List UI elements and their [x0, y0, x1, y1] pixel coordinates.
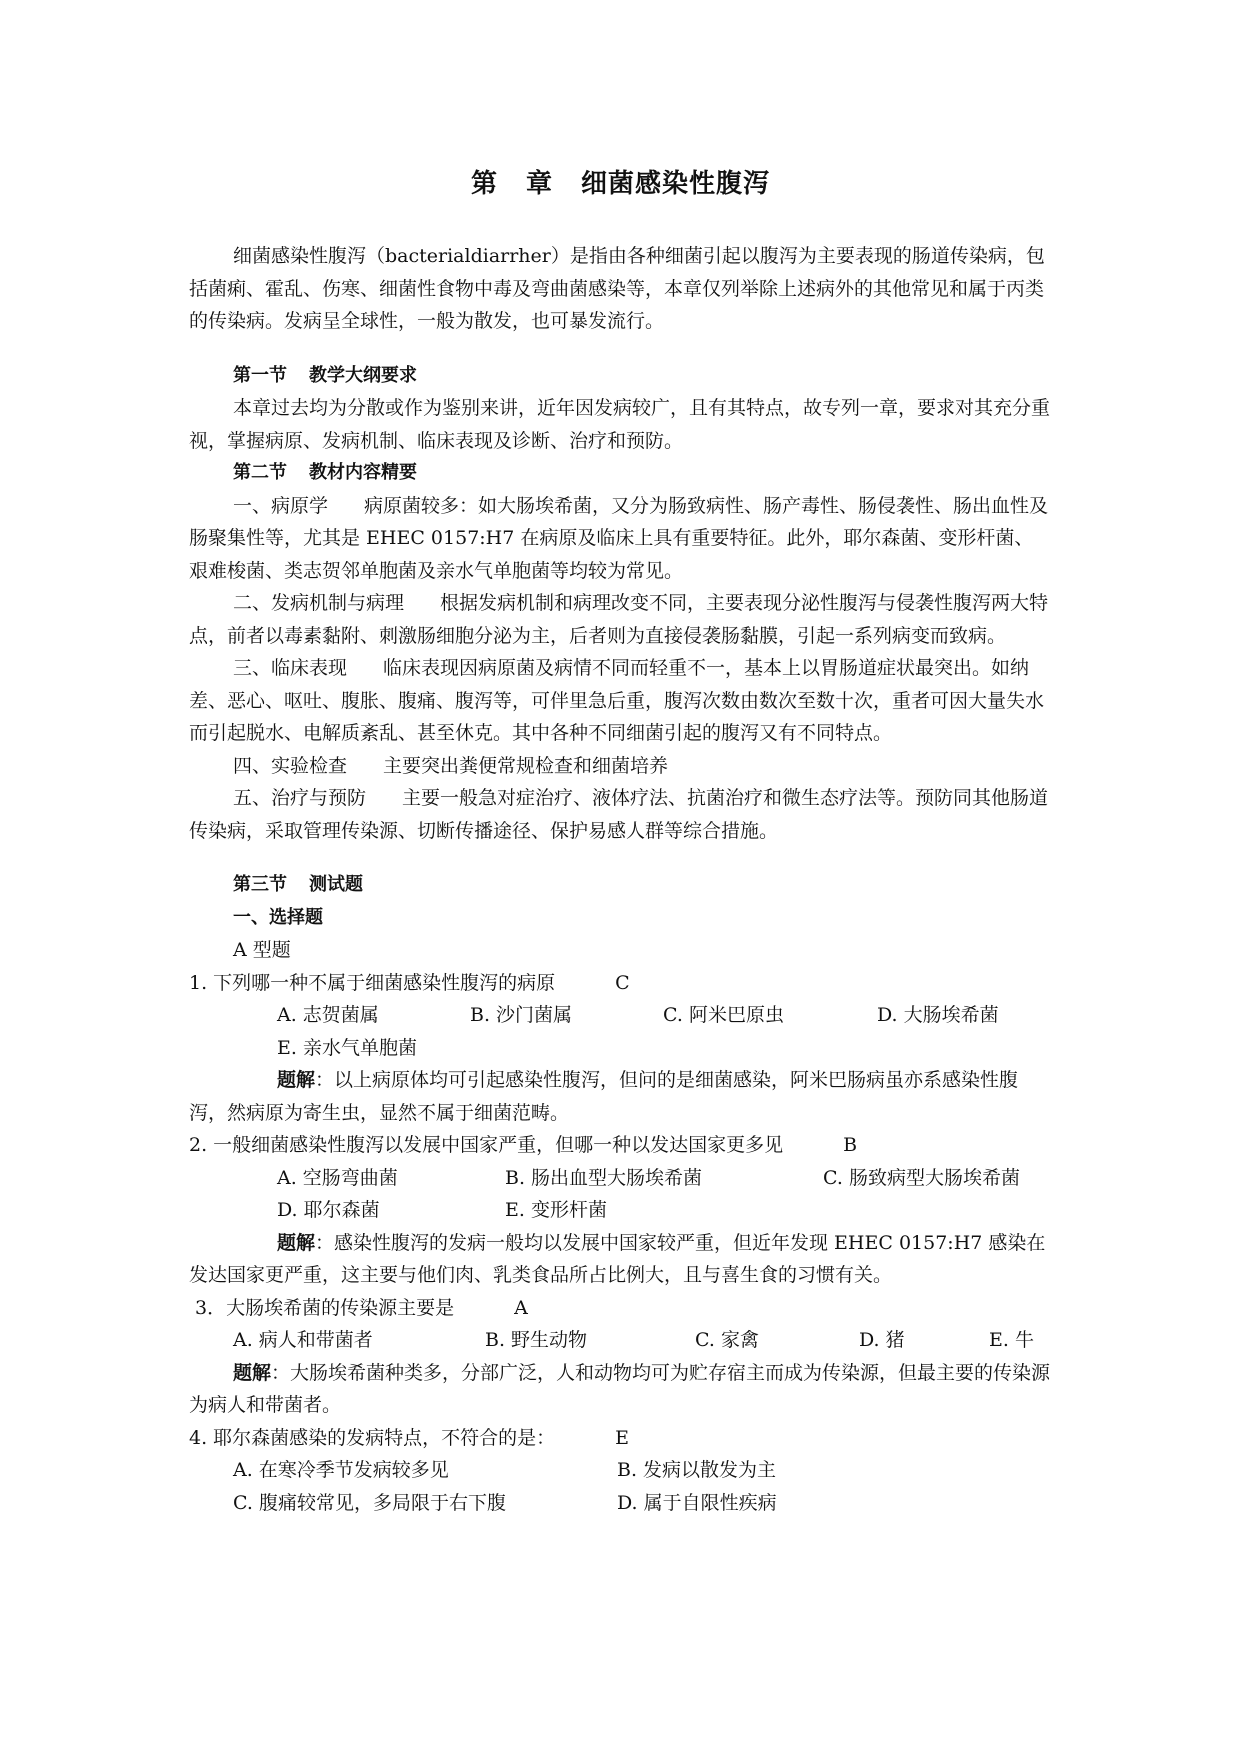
section2-item: 四、实验检查 主要突出粪便常规检查和细菌培养: [233, 754, 669, 777]
section3-heading: 第三节 测试题: [233, 874, 363, 895]
title-part1: 第: [470, 169, 498, 199]
section1-heading: 第一节 教学大纲要求: [233, 364, 417, 386]
section3-subheading: 一、选择题: [233, 906, 323, 928]
question-stem: 3．大肠埃希菌的传染源主要是 A: [189, 1292, 1051, 1325]
question-stem: 1. 下列哪一种不属于细菌感染性腹泻的病原 C: [189, 967, 1051, 1000]
section2-item: 五、治疗与预防 主要一般急对症治疗、液体疗法、抗菌治疗和微生态疗法等。预防同其他肠道传染病，采取管理传染源、切断传播途径、保护易感人群等综合措施。: [189, 787, 1049, 842]
question-type: A 型题: [233, 939, 291, 961]
question-options: C. 腹痛较常见，多局限于右下腹 D. 属于自限性疾病: [233, 1491, 777, 1514]
section2-item: 二、发病机制与病理 根据发病机制和病理改变不同，主要表现分泌性腹泻与侵袭性腹泻两大特点，前者以毒素黏附、刺激肠细胞分泌为主，后者则为直接侵袭肠黏膜，引起一系列病变而致病。: [189, 592, 1049, 647]
question-options: A. 病人和带菌者 B. 野生动物 C. 家禽 D. 猪 E. 牛: [233, 1329, 1034, 1351]
document-body: [189, 240, 1051, 1519]
answer-key: C: [615, 971, 630, 994]
question-explanation: 题解：以上病原体均可引起感染性腹泻，但问的是细菌感染，阿米巴肠病虽亦系感染性腹泻，然病原为寄生虫，显然不属于细菌范畴。: [189, 1069, 1019, 1124]
answer-key: A: [514, 1296, 528, 1319]
question-options: A. 在寒冷季节发病较多见 B. 发病以散发为主: [233, 1459, 777, 1481]
title-part3: 细菌感染性腹泻: [581, 169, 771, 199]
question-stem: 2. 一般细菌感染性腹泻以发展中国家严重，但哪一种以发达国家更多见 B: [189, 1129, 1051, 1162]
intro-paragraph: 细菌感染性腹泻（bacterialdiarrher）是指由各种细菌引起以腹泻为主要表现的肠道传染病，包括菌痢、霍乱、伤寒、细菌性食物中毒及弯曲菌感染等，本章仅列举除上述病外的其他常见和属于丙类的传染病。发病呈全球性，一般为散发，也可暴发流行。: [189, 245, 1045, 332]
question-options: D. 耶尔森菌 E. 变形杆菌: [277, 1199, 607, 1221]
chapter-title: [0, 163, 1241, 200]
question-options: E. 亲水气单胞菌: [277, 1036, 417, 1059]
section2-item: 一、病原学 病原菌较多：如大肠埃希菌，又分为肠致病性、肠产毒性、肠侵袭性、肠出血性及肠聚集性等，尤其是 EHEC 0157:H7 在病原及临床上具有重要特征。此外，耶尔森菌、变形杆菌、艰难梭菌、类志贺邻单胞菌及亲水气单胞菌等均较为常见。: [189, 494, 1049, 582]
question-stem: 4. 耶尔森菌感染的发病特点，不符合的是： E: [189, 1422, 1051, 1455]
question-options: A. 空肠弯曲菌 B. 肠出血型大肠埃希菌 C. 肠致病型大肠埃希菌: [277, 1166, 1020, 1189]
answer-key: B: [843, 1134, 858, 1156]
section2-heading: 第二节 教材内容精要: [233, 462, 417, 483]
section1-text: 本章过去均为分散或作为鉴别来讲，近年因发病较广，且有其特点，故专列一章，要求对其充分重视，掌握病原、发病机制、临床表现及诊断、治疗和预防。: [189, 397, 1051, 452]
question-options: A. 志贺菌属 B. 沙门菌属 C. 阿米巴原虫 D. 大肠埃希菌: [277, 1004, 999, 1026]
question-explanation: 题解：感染性腹泻的发病一般均以发展中国家较严重，但近年发现 EHEC 0157:H7 感染在发达国家更严重，这主要与他们肉、乳类食品所占比例大，且与喜生食的习惯有关。: [189, 1231, 1046, 1286]
answer-key: E: [615, 1426, 630, 1449]
question-explanation: 题解：大肠埃希菌种类多，分部广泛，人和动物均可为贮存宿主而成为传染源，但最主要的传染源为病人和带菌者。: [189, 1361, 1051, 1416]
title-part2: 章: [525, 169, 553, 199]
section2-item: 三、临床表现 临床表现因病原菌及病情不同而轻重不一，基本上以胃肠道症状最突出。如纳差、恶心、呕吐、腹胀、腹痛、腹泻等，可伴里急后重，腹泻次数由数次至数十次，重者可因大量失水而引起脱水、电解质紊乱、甚至休克。其中各种不同细菌引起的腹泻又有不同特点。: [189, 657, 1045, 744]
